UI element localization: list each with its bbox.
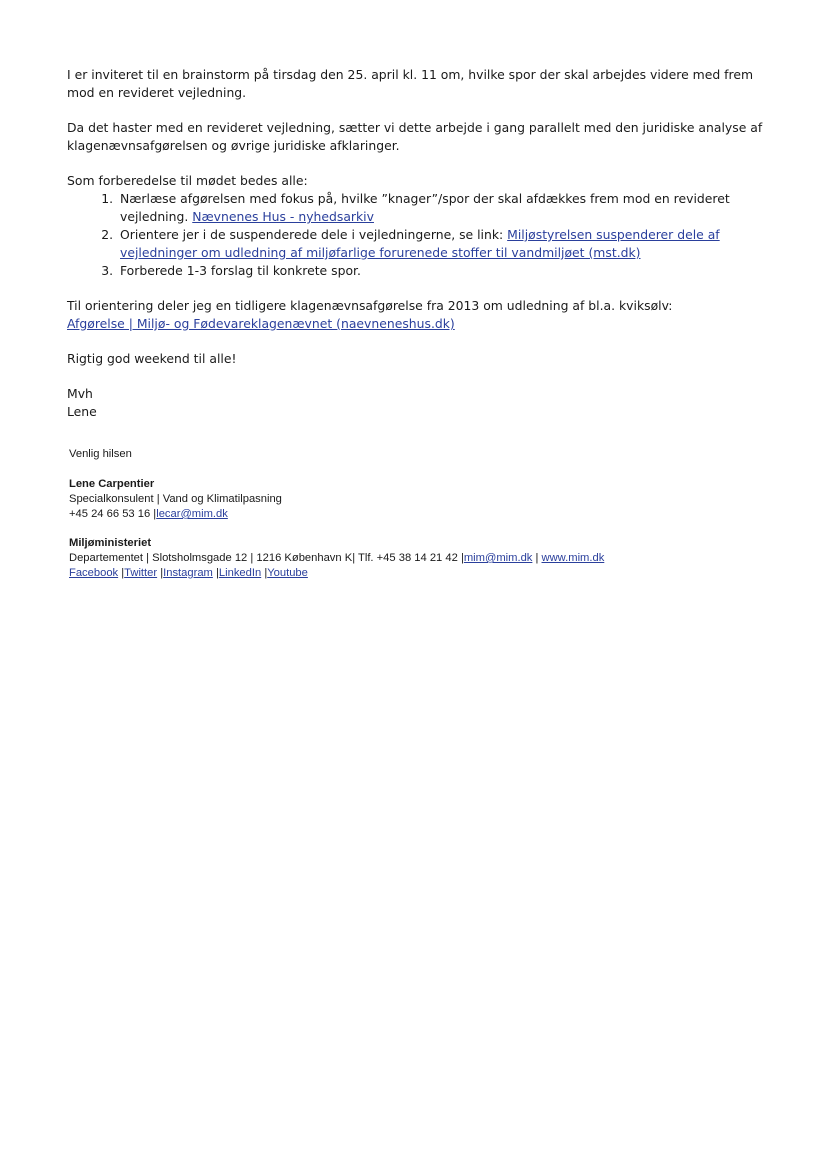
signature-separator: | <box>532 552 542 564</box>
social-separator: | <box>215 567 219 579</box>
greeting-text: Rigtig god weekend til alle! <box>67 351 237 366</box>
website-link[interactable]: www.mim.dk <box>541 552 605 564</box>
signature-address-text: Departementet | Slotsholmsgade 12 | 1216 København K| Tlf. +45 38 14 21 42 | <box>69 552 464 564</box>
signature-address <box>69 551 769 566</box>
list-item <box>117 262 767 280</box>
signature-phone: +45 24 66 53 16 | <box>69 508 157 520</box>
list-item-text: Orientere jer i de suspenderede dele i vejledningerne, se link: <box>120 227 504 242</box>
signature-title: Specialkonsulent | Vand og Klimatilpasning <box>69 493 282 505</box>
signature-name: Lene Carpentier <box>69 478 155 490</box>
list-item <box>117 226 767 262</box>
paragraph-prior-ruling: Til orientering deler jeg en tidligere klagenævnsafgørelse fra 2013 om udledning af bl.a. kviksølv: <box>67 298 673 313</box>
prior-ruling-link[interactable]: Afgørelse | Miljø- og Fødevareklagenævnet (naevneneshus.dk) <box>67 316 455 331</box>
list-item-text: Forberede 1-3 forslag til konkrete spor. <box>120 263 361 278</box>
signature-salutation: Venlig hilsen <box>69 448 132 460</box>
signature-org: Miljøministeriet <box>69 537 152 549</box>
social-separator: | <box>121 567 125 579</box>
youtube-link[interactable]: Youtube <box>267 567 308 579</box>
instagram-link[interactable]: Instagram <box>163 567 213 579</box>
social-separator: | <box>160 567 164 579</box>
email-body <box>67 66 767 421</box>
org-email-link[interactable]: mim@mim.dk <box>463 552 533 564</box>
mst-suspension-link[interactable]: Miljøstyrelsen suspenderer dele af vejledninger om udledning af miljøfarlige forurenede stoffer til vandmiljøet (mst.dk) <box>120 227 720 260</box>
email-signature <box>69 447 769 581</box>
sender-name: Lene <box>67 404 97 419</box>
linkedin-link[interactable]: LinkedIn <box>218 567 262 579</box>
preparation-list <box>67 190 767 280</box>
social-separator: | <box>264 567 268 579</box>
list-item-text: Nærlæse afgørelsen med fokus på, hvilke ”knager”/spor der skal afdækkes frem mod en revideret vejledning. <box>120 191 730 224</box>
facebook-link[interactable]: Facebook <box>69 567 119 579</box>
twitter-link[interactable]: Twitter <box>124 567 158 579</box>
social-links <box>69 566 769 581</box>
paragraph-preparation-intro: Som forberedelse til mødet bedes alle: <box>67 173 308 188</box>
paragraph-invitation: I er inviteret til en brainstorm på tirsdag den 25. april kl. 11 om, hvilke spor der skal arbejdes videre med frem mod en revideret vejledning. <box>67 67 754 100</box>
signature-contact <box>69 507 769 522</box>
list-item <box>117 190 767 226</box>
paragraph-urgency: Da det haster med en revideret vejledning, sætter vi dette arbejde i gang parallelt med den juridiske analyse af klagenævnsafgørelsen og øvrige juridiske afklaringer. <box>67 120 763 153</box>
signature-email-link[interactable]: lecar@mim.dk <box>156 508 228 520</box>
closing-text: Mvh <box>67 386 93 401</box>
naevnenes-hus-news-link[interactable]: Nævnenes Hus - nyhedsarkiv <box>192 209 374 224</box>
